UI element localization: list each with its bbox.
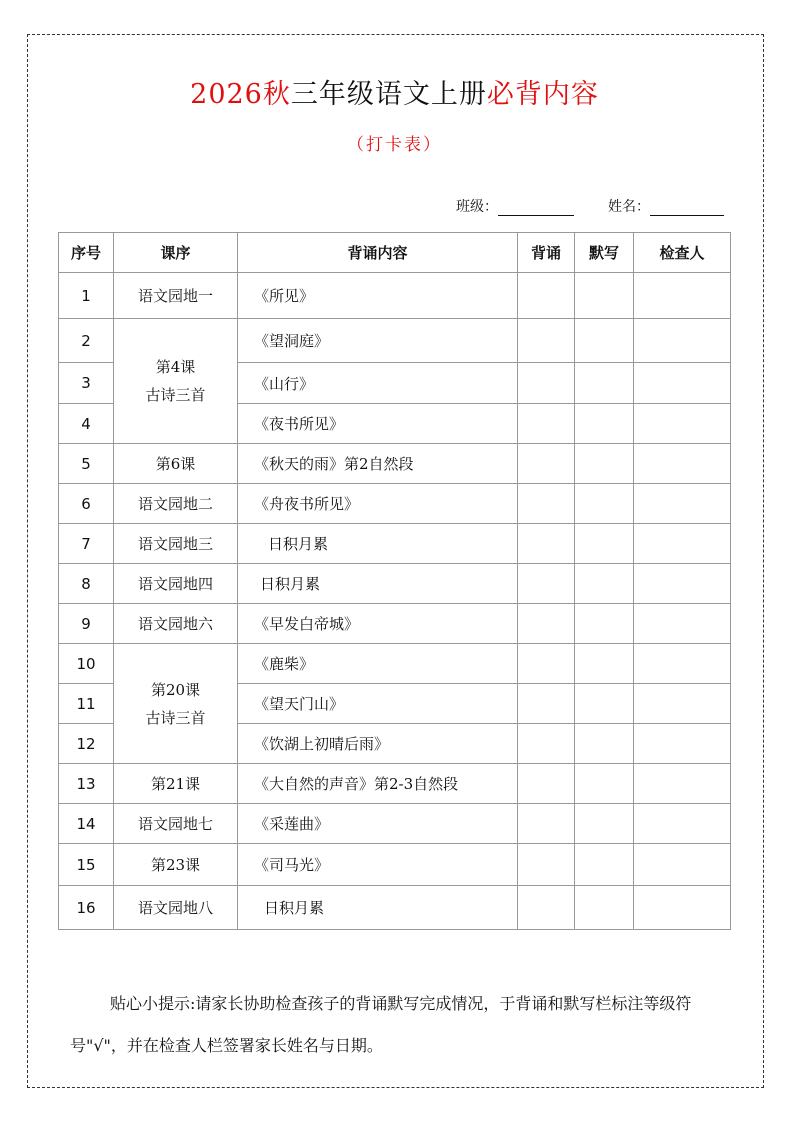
checker-cell[interactable] <box>634 273 731 319</box>
table-row <box>59 319 731 363</box>
table-row <box>59 444 731 484</box>
content-cell: 日积月累 <box>238 524 518 564</box>
content-cell: 《山行》 <box>238 363 518 404</box>
page-title <box>0 72 789 111</box>
name-input-line[interactable] <box>650 199 724 216</box>
content-cell: 《司马光》 <box>238 844 518 886</box>
dictation-cell[interactable] <box>575 484 634 524</box>
table-row <box>59 604 731 644</box>
row-number: 7 <box>59 524 114 564</box>
recite-cell[interactable] <box>518 363 575 404</box>
row-number: 6 <box>59 484 114 524</box>
lesson-cell: 第23课 <box>114 844 238 886</box>
content-cell: 日积月累 <box>238 564 518 604</box>
row-number: 3 <box>59 363 114 404</box>
content-cell: 《秋天的雨》第2自然段 <box>238 444 518 484</box>
lesson-cell: 语文园地七 <box>114 804 238 844</box>
table-row <box>59 764 731 804</box>
recite-cell[interactable] <box>518 844 575 886</box>
header-lesson: 课序 <box>114 233 238 273</box>
row-number: 15 <box>59 844 114 886</box>
recite-cell[interactable] <box>518 886 575 930</box>
row-number: 16 <box>59 886 114 930</box>
dictation-cell[interactable] <box>575 604 634 644</box>
lesson-cell: 第6课 <box>114 444 238 484</box>
table-header-row <box>59 233 731 273</box>
content-cell: 《鹿柴》 <box>238 644 518 684</box>
page-subtitle: （打卡表） <box>347 135 442 155</box>
lesson-cell <box>114 319 238 444</box>
dictation-cell[interactable] <box>575 804 634 844</box>
checkin-table <box>58 232 731 930</box>
lesson-cell: 语文园地四 <box>114 564 238 604</box>
row-number: 14 <box>59 804 114 844</box>
table-row <box>59 484 731 524</box>
content-cell: 《舟夜书所见》 <box>238 484 518 524</box>
table-row <box>59 804 731 844</box>
header-dictation: 默写 <box>575 233 634 273</box>
lesson-number: 第20课 <box>150 680 201 699</box>
content-cell: 《夜书所见》 <box>238 404 518 444</box>
dictation-cell[interactable] <box>575 844 634 886</box>
row-number: 5 <box>59 444 114 484</box>
dictation-cell[interactable] <box>575 524 634 564</box>
lesson-cell: 语文园地八 <box>114 886 238 930</box>
class-input-line[interactable] <box>498 199 574 216</box>
content-cell: 《早发白帝城》 <box>238 604 518 644</box>
title-year: 2026秋 <box>190 79 291 110</box>
dictation-cell[interactable] <box>575 404 634 444</box>
dictation-cell[interactable] <box>575 644 634 684</box>
dictation-cell[interactable] <box>575 886 634 930</box>
checker-cell[interactable] <box>634 444 731 484</box>
header-no: 序号 <box>59 233 114 273</box>
recite-cell[interactable] <box>518 604 575 644</box>
dictation-cell[interactable] <box>575 684 634 724</box>
checker-cell[interactable] <box>634 886 731 930</box>
recite-cell[interactable] <box>518 273 575 319</box>
row-number: 12 <box>59 724 114 764</box>
header-checker: 检查人 <box>634 233 731 273</box>
content-cell: 《饮湖上初晴后雨》 <box>238 724 518 764</box>
recite-cell[interactable] <box>518 644 575 684</box>
lesson-cell: 语文园地一 <box>114 273 238 319</box>
checker-cell[interactable] <box>634 764 731 804</box>
checker-cell[interactable] <box>634 564 731 604</box>
checker-cell[interactable] <box>634 684 731 724</box>
recite-cell[interactable] <box>518 319 575 363</box>
row-number: 8 <box>59 564 114 604</box>
dictation-cell[interactable] <box>575 724 634 764</box>
header-recite: 背诵 <box>518 233 575 273</box>
recite-cell[interactable] <box>518 444 575 484</box>
checker-cell[interactable] <box>634 604 731 644</box>
class-field <box>456 196 574 216</box>
checker-cell[interactable] <box>634 404 731 444</box>
row-number: 4 <box>59 404 114 444</box>
row-number: 2 <box>59 319 114 363</box>
recite-cell[interactable] <box>518 524 575 564</box>
checker-cell[interactable] <box>634 724 731 764</box>
class-label: 班级： <box>456 199 498 215</box>
row-number: 9 <box>59 604 114 644</box>
row-number: 11 <box>59 684 114 724</box>
name-label: 姓名： <box>608 199 650 215</box>
row-number: 10 <box>59 644 114 684</box>
checker-cell[interactable] <box>634 363 731 404</box>
recite-cell[interactable] <box>518 484 575 524</box>
header-content: 背诵内容 <box>238 233 518 273</box>
content-cell: 《大自然的声音》第2-3自然段 <box>238 764 518 804</box>
dictation-cell[interactable] <box>575 444 634 484</box>
parent-tip: 贴心小提示:请家长协助检查孩子的背诵默写完成情况，于背诵和默写栏标注等级符号"√"，并在检查人栏签署家长姓名与日期。 <box>70 994 692 1055</box>
dictation-cell[interactable] <box>575 764 634 804</box>
row-number: 13 <box>59 764 114 804</box>
content-cell: 《望天门山》 <box>238 684 518 724</box>
table-row <box>59 644 731 684</box>
dictation-cell[interactable] <box>575 564 634 604</box>
lesson-number: 第4课 <box>155 358 196 376</box>
recite-cell[interactable] <box>518 724 575 764</box>
lesson-name: 古诗三首 <box>145 708 206 727</box>
checker-cell[interactable] <box>634 524 731 564</box>
content-cell: 《采莲曲》 <box>238 804 518 844</box>
table-row <box>59 886 731 930</box>
table-row <box>59 273 731 319</box>
checker-cell[interactable] <box>634 804 731 844</box>
dictation-cell[interactable] <box>575 319 634 363</box>
name-field <box>608 196 724 216</box>
lesson-cell: 语文园地六 <box>114 604 238 644</box>
content-cell: 《所见》 <box>238 273 518 319</box>
dictation-cell[interactable] <box>575 273 634 319</box>
lesson-cell <box>114 644 238 764</box>
table-row <box>59 844 731 886</box>
lesson-name: 古诗三首 <box>145 386 206 404</box>
content-cell: 《望洞庭》 <box>238 319 518 363</box>
lesson-cell: 语文园地三 <box>114 524 238 564</box>
checker-cell[interactable] <box>634 484 731 524</box>
content-cell: 日积月累 <box>238 886 518 930</box>
table-row <box>59 564 731 604</box>
checker-cell[interactable] <box>634 844 731 886</box>
lesson-cell: 语文园地二 <box>114 484 238 524</box>
checker-cell[interactable] <box>634 644 731 684</box>
row-number: 1 <box>59 273 114 319</box>
title-topic: 必背内容 <box>486 79 599 110</box>
lesson-cell: 第21课 <box>114 764 238 804</box>
recite-cell[interactable] <box>518 404 575 444</box>
table-row <box>59 524 731 564</box>
checker-cell[interactable] <box>634 319 731 363</box>
recite-cell[interactable] <box>518 764 575 804</box>
title-subject: 三年级语文上册 <box>290 79 487 110</box>
dictation-cell[interactable] <box>575 363 634 404</box>
recite-cell[interactable] <box>518 564 575 604</box>
recite-cell[interactable] <box>518 804 575 844</box>
recite-cell[interactable] <box>518 684 575 724</box>
